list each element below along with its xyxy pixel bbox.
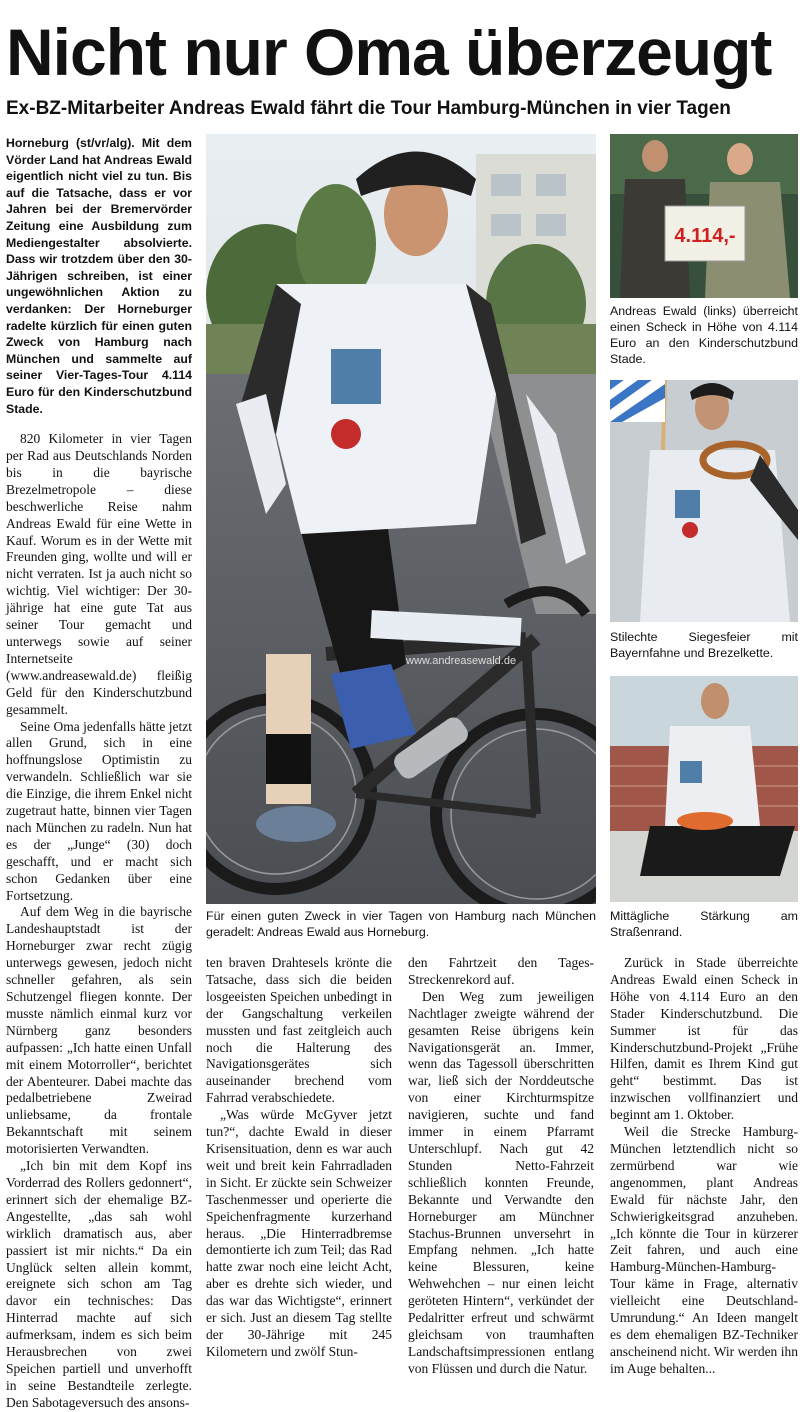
body-paragraph: „Was würde McGyver jetzt tun?“, dachte Ewald in dieser Krisensituation, denn es war auch weit und breit kein Fahrradladen in Sicht. Er zückte sein Schweizer Taschenmesser und operierte die Speichenfragmente kurzerhand heraus. „Die Hinterradbremse demontierte ich zum Teil; das Rad hatte zwar noch eine leicht Acht, aber es drehte sich wieder, und das war das Wichtigste“, erinnert er sich. Just an diesem Tag stellte der 30-Jährige mit 245 Kilometern und zwölf Stun- <box>206 1107 392 1359</box>
main-photo-caption: Für einen guten Zweck in vier Tagen von Hamburg nach München geradelt: Andreas Ewald aus Horneburg. <box>206 909 596 939</box>
main-photo <box>206 134 596 904</box>
article-column-2 <box>206 955 392 1361</box>
body-paragraph: 820 Kilometer in vier Tagen per Rad aus Deutschlands Norden bis in die bayrische Brezelmetropole – diese beschwerliche Reise nahm Andreas Ewald für eine Wette in Kauf. Worum es in der Wette mit Freunden ging, wollte und will er nicht verraten. Ist ja auch nicht so wichtig. Viel wichtiger: Der 30-jährige hat eine gute Tat aus seiner Tour gemacht und unterwegs sowie auf seiner Internetseite (www.andreasewald.de) fleißig Geld für den Kinderschutzbund gesammelt. <box>6 431 192 717</box>
body-paragraph: ten braven Drahtesels krönte die Tatsache, dass sich die beiden losgeeisten Speichen unbedingt in der Gangschaltung verkeilen mussten und fast zeitgleich auch noch die Halterung des Navigationsgerätes sich auseinander brechend vom Fahrrad verabschiedete. <box>206 955 392 1106</box>
headline: Nicht nur Oma überzeugt <box>6 15 772 89</box>
lunch-photo-caption: Mittägliche Stärkung am Straßenrand. <box>610 909 798 939</box>
body-paragraph: „Ich bin mit dem Kopf ins Vorderrad des Rollers gedonnert“, erinnert sich der ehemalige BZ-Angestellte, „das sah wohl wirklich dramatisch aus, aber passiert ist mir nichts.“ Da ein Unglück selten allein kommt, ereignete sich schon am Tag davor ein technisches: Das Hinterrad machte auf sich aufmerksam, indem es sich beim Herausbrechen von zwei Speichen partiell und unverhofft in seine Bestandteile zerlegte. Den Sabotageversuch des ansons- <box>6 1158 192 1410</box>
flag-photo-caption: Stilechte Siegesfeier mit Bayernfahne und Brezelkette. <box>610 630 798 660</box>
cheque-photo <box>610 134 798 298</box>
body-paragraph: Zurück in Stade überreichte Andreas Ewald einen Scheck in Höhe von 4.114 Euro an den Stader Kinderschutzbund. Die Summer ist für das Kinderschutzbund-Projekt „Frühe Hilfen, damit es Ihrem Kind gut geht“ bestimmt. Das ist inzwischen vollfinanziert und beginnt am 1. Oktober. <box>610 955 798 1123</box>
frame-url-text: www.andreasewald.de <box>406 655 517 667</box>
cheque-photo-caption: Andreas Ewald (links) überreicht einen Scheck in Höhe von 4.114 Euro an den Kinderschutzbund Stade. <box>610 304 798 366</box>
article-column-4 <box>610 955 798 1378</box>
cheque-amount: 4.114,- <box>674 225 736 247</box>
body-paragraph: Seine Oma jedenfalls hätte jetzt allen Grund, sich in eine hoffnungslose Optimistin zu verwandeln. Schließlich war sie die Einzige, die ihrem Enkel nicht zugetraut hatte, binnen vier Tagen nach München zu radeln. Nun hat es der „Junge“ (30) doch geschafft, und er macht sich schon Gedanken über eine Fortsetzung. <box>6 718 192 903</box>
flag-photo <box>610 380 798 622</box>
article-column-3 <box>408 955 594 1378</box>
lunch-photo <box>610 676 798 902</box>
lead-paragraph: Horneburg (st/vr/alg). Mit dem Vörder Land hat Andreas Ewald eigentlich nicht viel zu tun. Bis auf die Tatsache, dass er vor Jahren bei der Bremervörder Zeitung eine Ausbildung zum Mediengestalter absolvierte. Dass wir trotzdem über den 30-Jährigen schreiben, ist einer ungewöhnlichen Aktion zu verdanken: Der Horneburger radelte kürzlich für einen guten Zweck von Hamburg nach München und sammelte auf seiner Vier-Tages-Tour 4.114 Euro für den Kinderschutzbund Stade. <box>6 136 192 416</box>
body-paragraph: Auf dem Weg in die bayrische Landeshauptstadt ist der Horneburger zwar recht zügig unterwegs gewesen, jedoch nicht schneller gefahren, als sein Schutzengel fliegen konnte. Der musste nämlich einmal kurz vor Nürnberg ganz besonders aufpassen: „Ich hatte einen Unfall mit einem Motorroller“, berichtet der Abenteurer. Dabei machte das pedalbetriebene Zweirad unliebsame, da frontale Bekanntschaft mit seinem motorisierten Verwandten. <box>6 904 192 1157</box>
body-paragraph: Den Weg zum jeweiligen Nachtlager zweigte während der gesamten Reise übrigens kein Navigationsgerät an. Immer, wenn das Tagessoll überschritten war, ließ sich der Norddeutsche von einer Kirchturmspitze navigieren, suchte und fand immer in einem Pfarramt Unterschlupf. Nach gut 42 Stunden Netto-Fahrzeit schließlich konnten Freunde, Bekannte und Verwandte den Horneburger am Münchner Stachus-Brunnen unversehrt in Empfang nehmen. „Ich hatte keine Blessuren, keine Wehwehchen – nur einen leicht geröteten Hintern“, verkündet der Pedalritter erfreut und schwärmt gleichsam von traumhaften Landschaftsimpressionen entlang von Flüssen und durch die Natur. <box>408 988 594 1376</box>
subheadline: Ex-BZ-Mitarbeiter Andreas Ewald fährt die Tour Hamburg-München in vier Tagen <box>6 98 731 119</box>
body-paragraph: den Fahrtzeit den Tages-Streckenrekord auf. <box>408 955 594 987</box>
body-paragraph: Weil die Strecke Hamburg-München letztendlich nicht so zermürbend war wie angenommen, plant Andreas Ewald für nächste Jahr, den Schwierigkeitsgrad anzuheben. „Ich könnte die Tour in kürzerer Zeit fahren, und auch eine Hamburg-München-Hamburg-Tour käme in Frage, alternativ vielleicht eine Deutschland-Umrundung.“ An Ideen mangelt es dem ehemaligen BZ-Techniker anscheinend nicht. Wir werden ihn im Auge behalten... <box>610 1124 798 1376</box>
article-column-1 <box>6 135 192 1412</box>
